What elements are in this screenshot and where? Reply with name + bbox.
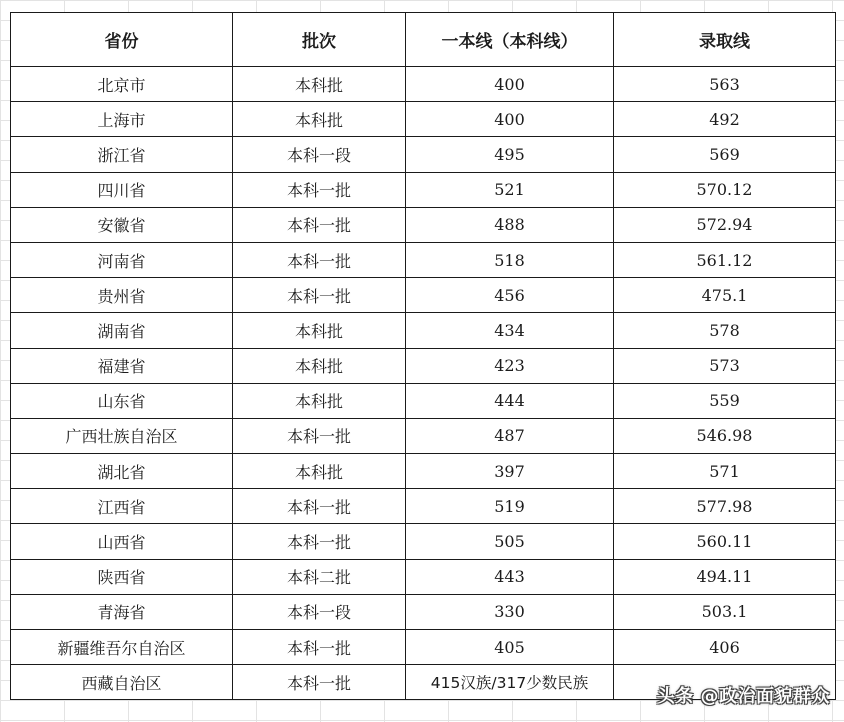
admission-score-table <box>10 12 836 700</box>
first-tier-line-cell: 487 <box>406 418 614 453</box>
admission-line-cell: 571 <box>614 454 836 489</box>
table-row <box>11 242 836 277</box>
first-tier-line-cell: 488 <box>406 207 614 242</box>
table-row <box>11 418 836 453</box>
province-cell: 山西省 <box>11 524 233 559</box>
table-row <box>11 207 836 242</box>
batch-cell: 本科一批 <box>233 242 406 277</box>
first-tier-line-cell: 444 <box>406 383 614 418</box>
admission-line-cell: 572.94 <box>614 207 836 242</box>
admission-line-cell: 475.1 <box>614 278 836 313</box>
table-row <box>11 137 836 172</box>
batch-cell: 本科一段 <box>233 137 406 172</box>
header-batch: 批次 <box>233 13 406 67</box>
admission-line-cell: 577.98 <box>614 489 836 524</box>
table-row <box>11 454 836 489</box>
table-row <box>11 278 836 313</box>
header-first-tier-line: 一本线（本科线） <box>406 13 614 67</box>
first-tier-line-cell: 423 <box>406 348 614 383</box>
province-cell: 西藏自治区 <box>11 665 233 700</box>
province-cell: 福建省 <box>11 348 233 383</box>
first-tier-line-cell: 400 <box>406 67 614 102</box>
admission-line-cell: 559 <box>614 383 836 418</box>
province-cell: 四川省 <box>11 172 233 207</box>
batch-cell: 本科一批 <box>233 278 406 313</box>
batch-cell: 本科一批 <box>233 489 406 524</box>
batch-cell: 本科批 <box>233 102 406 137</box>
admission-line-cell: 578 <box>614 313 836 348</box>
admission-line-cell: 546.98 <box>614 418 836 453</box>
province-cell: 河南省 <box>11 242 233 277</box>
province-cell: 安徽省 <box>11 207 233 242</box>
header-province: 省份 <box>11 13 233 67</box>
header-admission-line: 录取线 <box>614 13 836 67</box>
province-cell: 广西壮族自治区 <box>11 418 233 453</box>
first-tier-line-cell: 400 <box>406 102 614 137</box>
admission-line-cell: 503.1 <box>614 594 836 629</box>
header-row <box>11 13 836 67</box>
province-cell: 北京市 <box>11 67 233 102</box>
table-row <box>11 489 836 524</box>
first-tier-line-cell: 456 <box>406 278 614 313</box>
batch-cell: 本科批 <box>233 454 406 489</box>
table-row <box>11 594 836 629</box>
first-tier-line-cell: 518 <box>406 242 614 277</box>
first-tier-line-cell: 521 <box>406 172 614 207</box>
batch-cell: 本科一批 <box>233 207 406 242</box>
admission-line-cell: 406 <box>614 630 836 665</box>
batch-cell: 本科批 <box>233 383 406 418</box>
first-tier-line-cell: 495 <box>406 137 614 172</box>
first-tier-line-cell: 330 <box>406 594 614 629</box>
batch-cell: 本科一批 <box>233 524 406 559</box>
batch-cell: 本科一批 <box>233 630 406 665</box>
admission-line-cell: 570.12 <box>614 172 836 207</box>
admission-line-cell: 569 <box>614 137 836 172</box>
first-tier-line-cell: 405 <box>406 630 614 665</box>
province-cell: 陕西省 <box>11 559 233 594</box>
province-cell: 青海省 <box>11 594 233 629</box>
province-cell: 山东省 <box>11 383 233 418</box>
table-row <box>11 172 836 207</box>
table-row <box>11 313 836 348</box>
table-row <box>11 67 836 102</box>
toutiao-watermark <box>657 682 830 708</box>
watermark-text: 头条 @政治面貌群众 <box>656 686 830 707</box>
batch-cell: 本科一段 <box>233 594 406 629</box>
admission-line-cell: 492 <box>614 102 836 137</box>
batch-cell: 本科批 <box>233 67 406 102</box>
first-tier-line-cell: 443 <box>406 559 614 594</box>
province-cell: 江西省 <box>11 489 233 524</box>
batch-cell: 本科批 <box>233 348 406 383</box>
first-tier-line-cell: 519 <box>406 489 614 524</box>
province-cell: 新疆维吾尔自治区 <box>11 630 233 665</box>
admission-line-cell: 573 <box>614 348 836 383</box>
batch-cell: 本科一批 <box>233 172 406 207</box>
province-cell: 湖北省 <box>11 454 233 489</box>
province-cell: 上海市 <box>11 102 233 137</box>
table-row <box>11 348 836 383</box>
admission-line-cell: 561.12 <box>614 242 836 277</box>
province-cell: 贵州省 <box>11 278 233 313</box>
admission-line-cell: 560.11 <box>614 524 836 559</box>
table-row <box>11 102 836 137</box>
batch-cell: 本科一批 <box>233 418 406 453</box>
first-tier-line-cell: 397 <box>406 454 614 489</box>
province-cell: 浙江省 <box>11 137 233 172</box>
table-row <box>11 524 836 559</box>
first-tier-line-cell: 415汉族/317少数民族 <box>406 665 614 700</box>
admission-line-cell: 563 <box>614 67 836 102</box>
first-tier-line-cell: 505 <box>406 524 614 559</box>
table-row <box>11 630 836 665</box>
batch-cell: 本科批 <box>233 313 406 348</box>
first-tier-line-cell: 434 <box>406 313 614 348</box>
province-cell: 湖南省 <box>11 313 233 348</box>
table-row <box>11 383 836 418</box>
batch-cell: 本科一批 <box>233 665 406 700</box>
batch-cell: 本科二批 <box>233 559 406 594</box>
table-body <box>11 67 836 700</box>
admission-line-cell: 494.11 <box>614 559 836 594</box>
table-row <box>11 559 836 594</box>
